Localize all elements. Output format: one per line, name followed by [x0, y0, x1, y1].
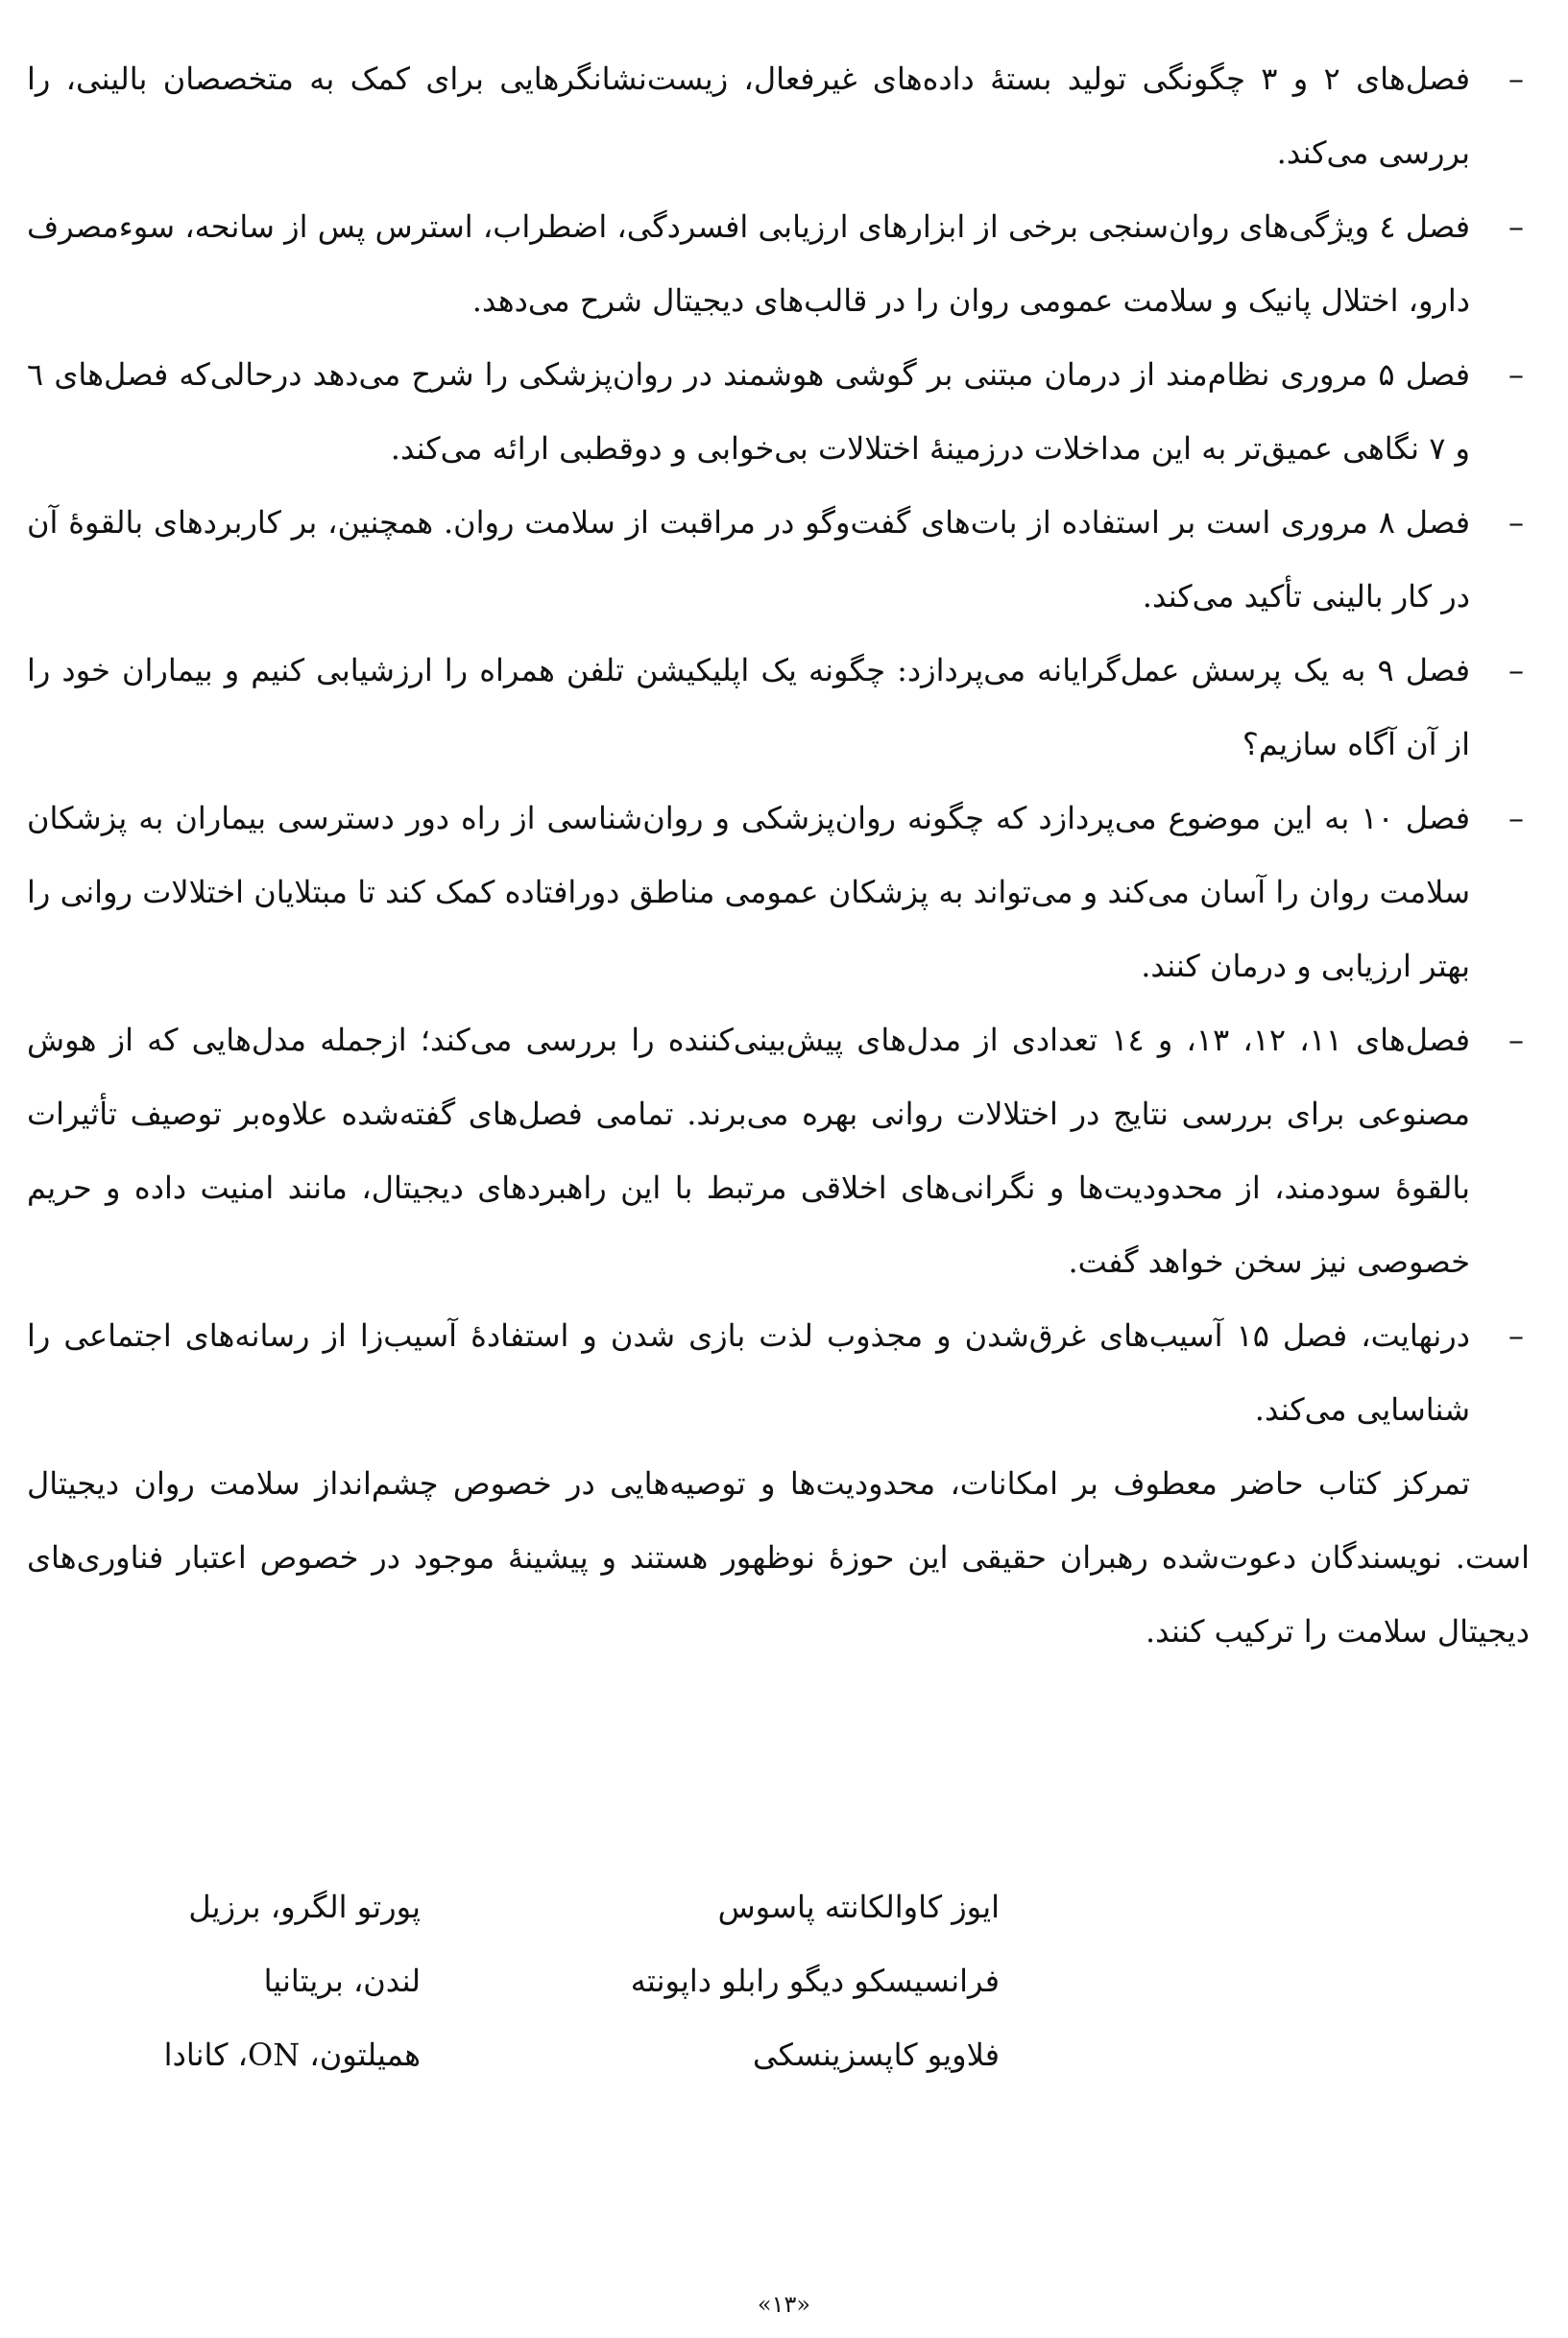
- page-body: [27, 42, 1530, 1669]
- list-item: [27, 338, 1530, 486]
- bullet-dash: –: [1508, 652, 1524, 688]
- bullet-dash: –: [1508, 356, 1524, 393]
- bullet-text: فصل ۸ مروری است بر استفاده از بات‌های گفت‌وگو در مراقبت از سلامت روان. همچنین، بر کاربردهای بالقوهٔ آن در کار بالینی تأکید می‌کند.: [27, 504, 1471, 615]
- bullet-text: فصل ۱۰ به این موضوع می‌پردازد که چگونه روان‌پزشکی و روان‌شناسی از راه دور دسترسی بیماران به پزشکان سلامت روان را آسان می‌کند و می‌تواند به پزشکان عمومی مناطق دورافتاده کمک کند تا مبتلایان اختلالات روانی را بهتر ارزیابی و درمان کنند.: [27, 800, 1471, 984]
- bullet-dash: –: [1508, 208, 1524, 245]
- list-item: [27, 486, 1530, 634]
- chapter-summary-list: [27, 42, 1530, 1447]
- list-item: [27, 1003, 1530, 1299]
- signature-names: [631, 1870, 1000, 2092]
- signature-places: [164, 1870, 421, 2092]
- bullet-text: درنهایت، فصل ۱۵ آسیب‌های غرق‌شدن و مجذوب لذت بازی شدن و استفادهٔ آسیب‌زا از رسانه‌های اجتماعی را شناسایی می‌کند.: [27, 1317, 1471, 1428]
- bullet-text: فصل ٤ ویژگی‌های روان‌سنجی برخی از ابزارهای ارزیابی افسردگی، اضطراب، استرس پس از سانحه، سوءمصرف دارو، اختلال پانیک و سلامت عمومی روان را در قالب‌های دیجیتال شرح می‌دهد.: [27, 208, 1471, 319]
- page-number: «۱۳»: [757, 2291, 811, 2318]
- author-name: ایوز کاوالکانته پاسوس: [717, 1889, 1000, 1925]
- author-location: پورتو الگرو، برزیل: [188, 1889, 421, 1925]
- bullet-dash: –: [1508, 60, 1524, 97]
- author-name: فرانسیسکو دیگو رابلو داپونته: [630, 1963, 1000, 1999]
- bullet-text: فصل ۵ مروری نظام‌مند از درمان مبتنی بر گوشی هوشمند در روان‌پزشکی را شرح می‌دهد درحالی‌که فصل‌های ٦ و ۷ نگاهی عمیق‌تر به این مداخلات درزمینهٔ اختلالات بی‌خوابی و دوقطبی ارائه می‌کند.: [27, 356, 1471, 467]
- closing-paragraph: تمرکز کتاب حاضر معطوف بر امکانات، محدودیت‌ها و توصیه‌هایی در خصوص چشم‌انداز سلامت روان دیجیتال است. نویسندگان دعوت‌شده رهبران حقیقی این حوزهٔ نوظهور هستند و پیشینهٔ موجود در خصوص اعتبار فناوری‌های دیجیتال سلامت را ترکیب کنند.: [27, 1465, 1530, 1650]
- list-item: [27, 634, 1530, 782]
- bullet-dash: –: [1508, 800, 1524, 836]
- signature-block: [96, 1870, 1568, 2158]
- bullet-text: فصل‌های ۲ و ۳ چگونگی تولید بستهٔ داده‌های غیرفعال، زیست‌نشانگرهایی برای کمک به متخصصان بالینی، را بررسی می‌کند.: [27, 60, 1471, 171]
- bullet-text: فصل‌های ۱۱، ۱۲، ۱۳، و ١٤ تعدادی از مدل‌های پیش‌بینی‌کننده را بررسی می‌کند؛ ازجمله مدل‌هایی که از هوش مصنوعی برای بررسی نتایج در اختلالات روانی بهره می‌برند. تمامی فصل‌های گفته‌شده علاوه‌بر توصیف تأثیرات بالقوهٔ سودمند، از محدودیت‌ها و نگرانی‌های اخلاقی مرتبط با این راهبردهای دیجیتال، مانند امنیت داده و حریم خصوصی نیز سخن خواهد گفت.: [27, 1022, 1471, 1280]
- list-item: [27, 190, 1530, 338]
- list-item: [27, 42, 1530, 190]
- bullet-dash: –: [1508, 504, 1524, 541]
- bullet-dash: –: [1508, 1022, 1524, 1058]
- author-location: همیلتون، ON، کانادا: [163, 2037, 421, 2073]
- author-location: لندن، بریتانیا: [263, 1963, 421, 1999]
- list-item: [27, 782, 1530, 1003]
- author-name: فلاویو کاپسزینسکی: [753, 2037, 1000, 2073]
- bullet-dash: –: [1508, 1317, 1524, 1354]
- bullet-text: فصل ۹ به یک پرسش عمل‌گرایانه می‌پردازد: چگونه یک اپلیکیشن تلفن همراه را ارزشیابی کنیم و بیماران خود را از آن آگاه سازیم؟: [27, 652, 1471, 762]
- list-item: [27, 1299, 1530, 1447]
